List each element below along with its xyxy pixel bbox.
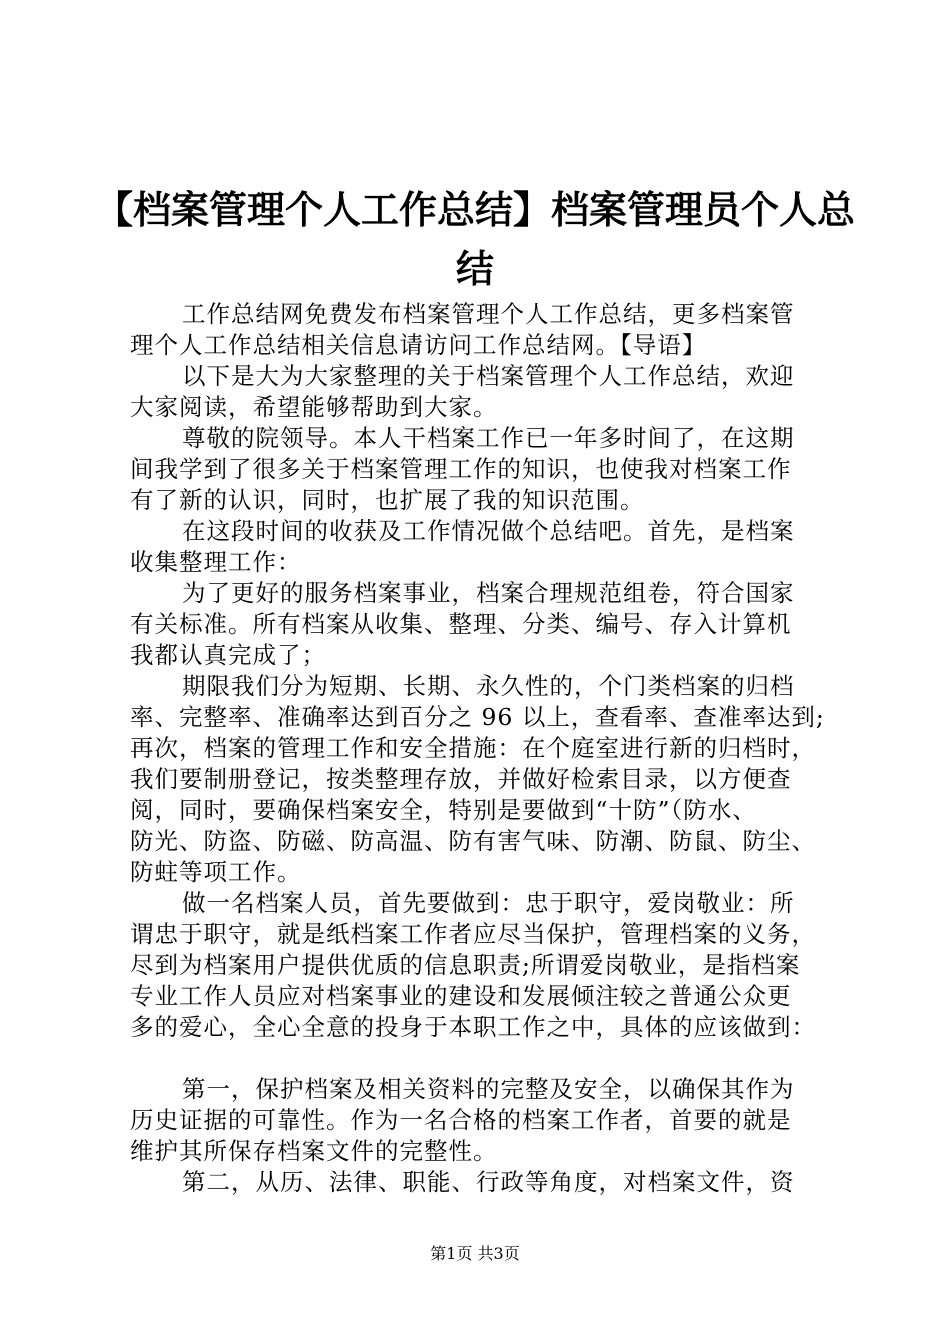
text-line: 有关标准。所有档案从收集、整理、分类、编号、存入计算机: [130, 610, 792, 638]
text-line: 防蛀等项工作。: [130, 858, 302, 886]
text-line: 多的爱心，全心全意的投身于本职工作之中，具体的应该做到：: [130, 1013, 816, 1041]
text-line: 第一，保护档案及相关资料的完整及安全，以确保其作为: [182, 1075, 795, 1103]
text-line: 期限我们分为短期、长期、永久性的，个门类档案的归档: [182, 672, 795, 700]
text-line: 防光、防盗、防磁、防高温、防有害气味、防潮、防鼠、防尘、: [130, 827, 816, 855]
text-line: 我都认真完成了；: [130, 641, 326, 669]
text-line: 间我学到了很多关于档案管理工作的知识，也使我对档案工作: [130, 455, 792, 483]
page-title-line-1: 【档案管理个人工作总结】档案管理员个人总: [94, 188, 855, 232]
text-line: 工作总结网免费发布档案管理个人工作总结，更多档案管: [182, 300, 795, 328]
text-line: 做一名档案人员，首先要做到：忠于职守，爱岗敬业：所: [182, 889, 795, 917]
text-line: 收集整理工作：: [130, 548, 302, 576]
text-line: 理个人工作总结相关信息请访问工作总结网。【导语】: [130, 331, 707, 359]
text-line: 维护其所保存档案文件的完整性。: [130, 1137, 498, 1165]
text-line: 第二，从历、法律、职能、行政等角度，对档案文件，资: [182, 1168, 795, 1196]
text-line: 谓忠于职守，就是纸档案工作者应尽当保护，管理档案的义务，: [130, 920, 816, 948]
text-line: 大家阅读，希望能够帮助到大家。: [130, 393, 498, 421]
page-footer: 第1页 共3页: [430, 1244, 520, 1263]
text-line: 再次，档案的管理工作和安全措施：在个庭室进行新的归档时，: [130, 734, 816, 762]
text-line: 阅，同时，要确保档案安全，特别是要做到“十防”（防水、: [130, 796, 757, 824]
text-line: 专业工作人员应对档案事业的建设和发展倾注较之普通公众更: [130, 982, 792, 1010]
text-line: 我们要制册登记，按类整理存放，并做好检索目录，以方便查: [130, 765, 792, 793]
text-line: 尊敬的院领导。本人干档案工作已一年多时间了，在这期: [182, 424, 795, 452]
text-line: 尽到为档案用户提供优质的信息职责;所谓爱岗敬业，是指档案: [130, 951, 801, 979]
page-title-line-2: 结: [455, 247, 494, 291]
text-line: 率、完整率、准确率达到百分之 96 以上，查看率、查准率达到;: [130, 703, 825, 731]
text-line: 以下是大为大家整理的关于档案管理个人工作总结，欢迎: [182, 362, 795, 390]
text-line: 历史证据的可靠性。作为一名合格的档案工作者，首要的就是: [130, 1106, 792, 1134]
text-line: 在这段时间的收获及工作情况做个总结吧。首先，是档案: [182, 517, 795, 545]
text-line: 为了更好的服务档案事业，档案合理规范组卷，符合国家: [182, 579, 795, 607]
text-line: 有了新的认识，同时，也扩展了我的知识范围。: [130, 486, 645, 514]
